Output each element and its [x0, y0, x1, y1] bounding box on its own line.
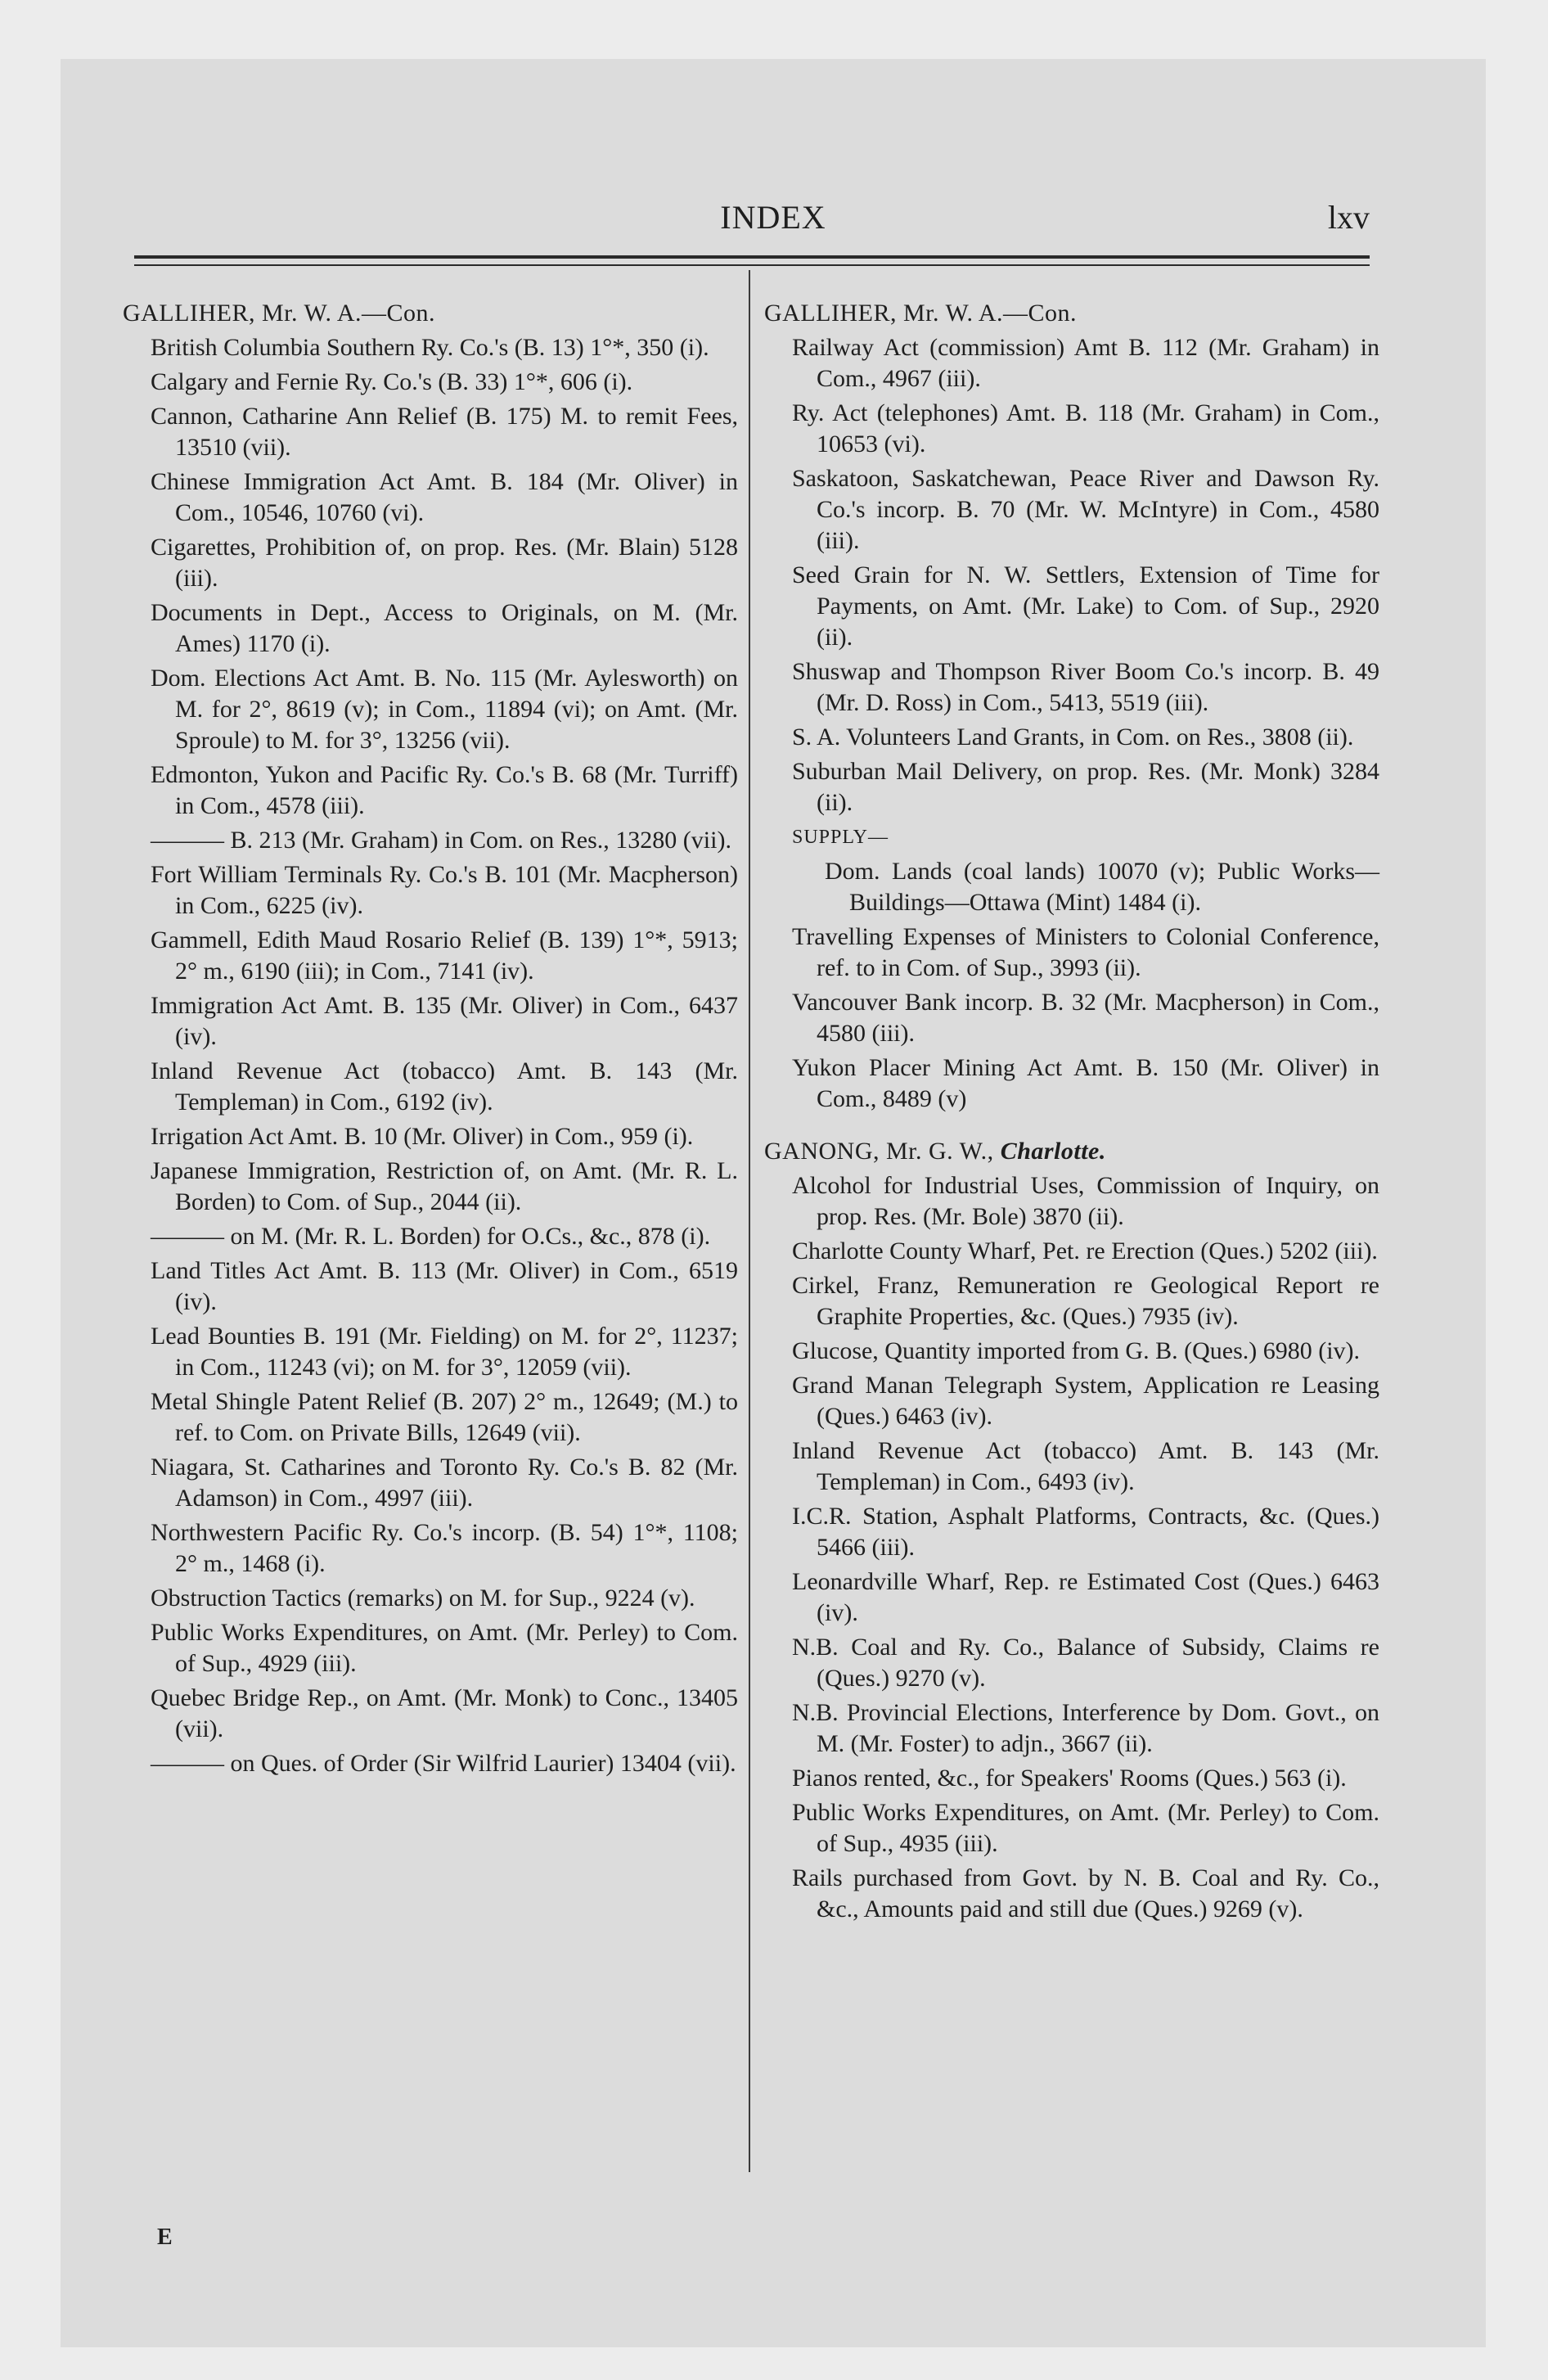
- index-item: Cirkel, Franz, Remuneration re Geological Report re Graphite Properties, &c. (Ques.) 7935 (iv).: [792, 1272, 1379, 1330]
- index-item: S. A. Volunteers Land Grants, in Com. on Res., 3808 (ii).: [792, 723, 1354, 751]
- index-item: Suburban Mail Delivery, on prop. Res. (Mr. Monk) 3284 (ii).: [792, 758, 1379, 816]
- index-item: Leonardville Wharf, Rep. re Estimated Cost (Ques.) 6463 (iv).: [792, 1568, 1379, 1626]
- page-title: INDEX: [720, 199, 826, 236]
- index-item: Fort William Terminals Ry. Co.'s B. 101 (Mr. Macpherson) in Com., 6225 (iv).: [151, 861, 738, 919]
- right-items-list: [764, 332, 1379, 818]
- index-item: Saskatoon, Saskatchewan, Peace River and Dawson Ry. Co.'s incorp. B. 70 (Mr. W. McIntyre) in Com., 4580 (iii).: [792, 465, 1379, 554]
- index-item: Quebec Bridge Rep., on Amt. (Mr. Monk) to Conc., 13405 (vii).: [151, 1684, 738, 1742]
- index-item: Yukon Placer Mining Act Amt. B. 150 (Mr. Oliver) in Com., 8489 (v): [792, 1054, 1379, 1112]
- page-number: lxv: [1327, 199, 1370, 236]
- header-rule-thin: [134, 264, 1370, 266]
- signature-letter: E: [157, 2224, 173, 2250]
- left-items-list: [123, 332, 738, 1779]
- index-item: Cannon, Catharine Ann Relief (B. 175) M. to remit Fees, 13510 (vii).: [151, 403, 738, 461]
- index-item: Rails purchased from Govt. by N. B. Coal and Ry. Co., &c., Amounts paid and still due (Ques.) 9269 (v).: [792, 1864, 1379, 1922]
- index-item: Chinese Immigration Act Amt. B. 184 (Mr. Oliver) in Com., 10546, 10760 (vi).: [151, 468, 738, 526]
- second-items-list: [764, 1170, 1379, 1925]
- index-item: Charlotte County Wharf, Pet. re Erection (Ques.) 5202 (iii).: [792, 1237, 1378, 1264]
- index-item: Gammell, Edith Maud Rosario Relief (B. 139) 1°*, 5913; 2° m., 6190 (iii); in Com., 7141 (iv).: [151, 926, 738, 985]
- right-items-after-list: [764, 922, 1379, 1115]
- index-item: Alcohol for Industrial Uses, Commission of Inquiry, on prop. Res. (Mr. Bole) 3870 (ii).: [792, 1172, 1379, 1230]
- index-item: I.C.R. Station, Asphalt Platforms, Contracts, &c. (Ques.) 5466 (iii).: [792, 1503, 1379, 1561]
- entry-heading: GALLIHER, Mr. W. A.—Con.: [764, 300, 1078, 327]
- index-item: ——— B. 213 (Mr. Graham) in Com. on Res., 13280 (vii).: [151, 827, 731, 854]
- column-divider: [749, 270, 750, 2172]
- index-item: Vancouver Bank incorp. B. 32 (Mr. Macpherson) in Com., 4580 (iii).: [792, 989, 1379, 1047]
- index-item: Northwestern Pacific Ry. Co.'s incorp. (B. 54) 1°*, 1108; 2° m., 1468 (i).: [151, 1519, 738, 1577]
- index-item: Calgary and Fernie Ry. Co.'s (B. 33) 1°*, 606 (i).: [151, 368, 633, 395]
- index-item: Edmonton, Yukon and Pacific Ry. Co.'s B. 68 (Mr. Turriff) in Com., 4578 (iii).: [151, 761, 738, 819]
- index-item: Documents in Dept., Access to Originals, on M. (Mr. Ames) 1170 (i).: [151, 599, 738, 657]
- index-item: Public Works Expenditures, on Amt. (Mr. Perley) to Com. of Sup., 4929 (iii).: [151, 1619, 738, 1677]
- index-item: N.B. Coal and Ry. Co., Balance of Subsidy, Claims re (Ques.) 9270 (v).: [792, 1634, 1379, 1692]
- index-item: Japanese Immigration, Restriction of, on Amt. (Mr. R. L. Borden) to Com. of Sup., 2044 (ii).: [151, 1157, 738, 1215]
- index-item: Railway Act (commission) Amt B. 112 (Mr. Graham) in Com., 4967 (iii).: [792, 334, 1379, 392]
- index-item: ——— on Ques. of Order (Sir Wilfrid Laurier) 13404 (vii).: [151, 1750, 736, 1777]
- index-item: Irrigation Act Amt. B. 10 (Mr. Oliver) in Com., 959 (i).: [151, 1123, 694, 1150]
- index-item: Inland Revenue Act (tobacco) Amt. B. 143 (Mr. Templeman) in Com., 6493 (iv).: [792, 1437, 1379, 1495]
- index-item: Shuswap and Thompson River Boom Co.'s incorp. B. 49 (Mr. D. Ross) in Com., 5413, 5519 (iii).: [792, 658, 1379, 716]
- index-item: Immigration Act Amt. B. 135 (Mr. Oliver) in Com., 6437 (iv).: [151, 992, 738, 1050]
- supply-subheading: SUPPLY—: [792, 827, 889, 848]
- index-item: Ry. Act (telephones) Amt. B. 118 (Mr. Graham) in Com., 10653 (vi).: [792, 399, 1379, 458]
- index-item: Public Works Expenditures, on Amt. (Mr. Perley) to Com. of Sup., 4935 (iii).: [792, 1799, 1379, 1857]
- index-item: Pianos rented, &c., for Speakers' Rooms (Ques.) 563 (i).: [792, 1765, 1347, 1792]
- heading-riding: Charlotte.: [1000, 1138, 1106, 1165]
- index-item: Travelling Expenses of Ministers to Colonial Conference, ref. to in Com. of Sup., 3993 (ii).: [792, 923, 1379, 981]
- index-item: Niagara, St. Catharines and Toronto Ry. Co.'s B. 82 (Mr. Adamson) in Com., 4997 (iii).: [151, 1454, 738, 1512]
- index-item: N.B. Provincial Elections, Interference by Dom. Govt., on M. (Mr. Foster) to adjn., 3667 (ii).: [792, 1699, 1379, 1757]
- index-item: Dom. Lands (coal lands) 10070 (v); Public Works—Buildings—Ottawa (Mint) 1484 (i).: [825, 858, 1379, 916]
- left-column: [123, 298, 738, 1783]
- index-item: Grand Manan Telegraph System, Application re Leasing (Ques.) 6463 (iv).: [792, 1372, 1379, 1430]
- index-item: Seed Grain for N. W. Settlers, Extension of Time for Payments, on Amt. (Mr. Lake) to Com. of Sup., 2920 (ii).: [792, 561, 1379, 651]
- index-item: Metal Shingle Patent Relief (B. 207) 2° m., 12649; (M.) to ref. to Com. on Private Bills, 12649 (vii).: [151, 1388, 738, 1446]
- right-column: [764, 298, 1379, 1928]
- index-item: Lead Bounties B. 191 (Mr. Fielding) on M. for 2°, 11237; in Com., 11243 (vi); on M. for 3°, 12059 (vii).: [151, 1323, 738, 1381]
- entry-heading-ganong: [764, 1136, 1379, 1167]
- index-item: British Columbia Southern Ry. Co.'s (B. 13) 1°*, 350 (i).: [151, 334, 709, 361]
- index-page: [61, 59, 1486, 2347]
- index-item: Dom. Elections Act Amt. B. No. 115 (Mr. Aylesworth) on M. for 2°, 8619 (v); in Com., 11894 (vi); on Amt. (Mr. Sproule) to M. for 3°, 13256 (vii).: [151, 665, 738, 754]
- entry-heading: GALLIHER, Mr. W. A.—Con.: [123, 300, 436, 327]
- index-item: Inland Revenue Act (tobacco) Amt. B. 143 (Mr. Templeman) in Com., 6192 (iv).: [151, 1057, 738, 1116]
- heading-name: GANONG, Mr. G. W.,: [764, 1138, 1001, 1165]
- index-item: Glucose, Quantity imported from G. B. (Ques.) 6980 (iv).: [792, 1337, 1361, 1364]
- index-item: Cigarettes, Prohibition of, on prop. Res. (Mr. Blain) 5128 (iii).: [151, 534, 738, 592]
- index-item: Obstruction Tactics (remarks) on M. for Sup., 9224 (v).: [151, 1584, 695, 1611]
- header-rule-thick: [134, 255, 1370, 259]
- index-item: Land Titles Act Amt. B. 113 (Mr. Oliver) in Com., 6519 (iv).: [151, 1257, 738, 1315]
- index-item: ——— on M. (Mr. R. L. Borden) for O.Cs., &c., 878 (i).: [151, 1223, 711, 1250]
- supply-items-list: [764, 856, 1379, 918]
